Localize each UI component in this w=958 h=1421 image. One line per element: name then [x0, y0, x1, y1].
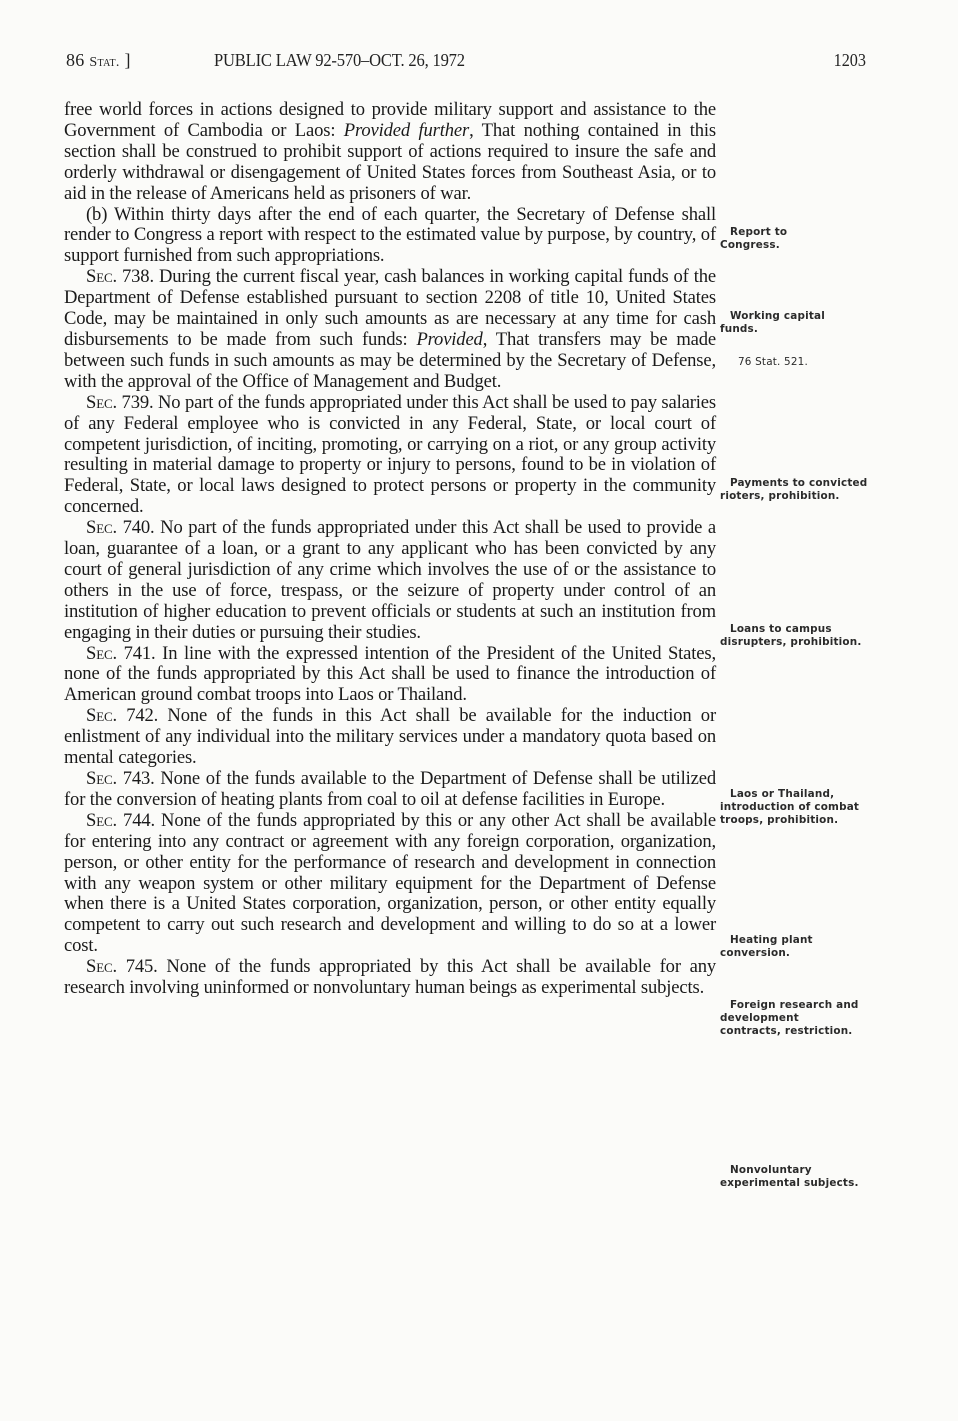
text-segment: No part of the funds appropriated under this Act shall be used to provide a loan, guarantee of a loan, or a grant to any applicant who has been convicted by any court of general jurisdiction of any crime which involves the use of or the assistance to others in the use of force, trespass, or the seizure of property under control of an institution of higher education to prevent officials or students at such an institution from engaging in their duties or pursuing their studies.: [64, 517, 716, 643]
text-segment: , That nothing contained in this section shall be construed to prohibit support of actions required to insure the safe and orderly withdrawal or disengagement of United States forces from Southeast Asia, or to aid in the release of Americans held as prisoners of war.: [64, 119, 716, 204]
section-label: Sec. 738.: [86, 266, 154, 288]
margin-note-heating-plant: Heating plant conversion.: [720, 934, 813, 959]
body-text: [64, 100, 716, 999]
section-label: Sec. 744.: [86, 809, 155, 831]
section-label: Sec. 742.: [86, 705, 159, 727]
section-739: [64, 393, 716, 518]
text-segment: None of the funds in this Act shall be available for the induction or enlistment of any individual into the military services under a mandatory quota based on mental categories.: [64, 705, 716, 769]
section-742: [64, 706, 716, 769]
margin-note-nonvoluntary-subjects: Nonvoluntary experimental subjects.: [720, 1164, 859, 1189]
margin-note-payments-rioters: Payments to convicted rioters, prohibition.: [720, 477, 868, 502]
section-label: Sec. 741.: [86, 642, 156, 664]
section-label: Sec. 740.: [86, 517, 155, 539]
text-segment: None of the funds appropriated by this Act shall be available for any research involving uninformed or nonvoluntary human beings as experimental subjects.: [64, 956, 716, 999]
section-743: [64, 769, 716, 811]
section-744: [64, 811, 716, 957]
text-segment: During the current fiscal year, cash balances in working capital funds of the Department of Defense established pursuant to section 2208 of title 10, United States Code, may be maintained in only such amounts as are necessary at any time for cash disbursements to be made from such funds:: [64, 266, 716, 350]
text-segment: None of the funds appropriated by this or any other Act shall be available for entering into any contract or agreement with any foreign corporation, organization, person, or other entity for the performance of research and development in connection with any weapon system or other military equipment for the Department of Defense when there is a United States corporation, organization, person, or other entity equally competent to carry out such research and development and willing to do so at a lower cost.: [64, 809, 716, 957]
margin-note-foreign-research: Foreign research and development contracts, restriction.: [720, 999, 859, 1037]
text-segment: None of the funds available to the Department of Defense shall be utilized for the conversion of heating plants from coal to oil at defense facilities in Europe.: [64, 768, 716, 810]
statute-volume: 86 Stat. ]: [66, 50, 131, 70]
section-label: Sec. 739.: [86, 391, 154, 413]
margin-note-stat-citation: 76 Stat. 521.: [738, 356, 808, 368]
running-header: [66, 50, 866, 76]
text-segment: (b) Within thirty days after the end of each quarter, the Secretary of Defense shall render to Congress a report with respect to the estimated value by purpose, by country, of support furnished from such appropriations.: [64, 203, 716, 267]
italic-proviso: Provided: [416, 328, 483, 350]
section-741: [64, 644, 716, 707]
text-segment: free world forces in actions designed to provide military support and assistance to the Government of Cambodia or Laos:: [64, 99, 716, 141]
text-segment: , That transfers may be made between such funds in such amounts as may be determined by the Secretary of Defense, with the approval of the Office of Management and Budget.: [64, 328, 716, 392]
margin-note-loans-campus: Loans to campus disrupters, prohibition.: [720, 623, 862, 648]
margin-note-working-capital-funds: Working capital funds.: [720, 310, 825, 335]
section-label: Sec. 745.: [86, 956, 158, 978]
margin-note-report-to-congress: Report to Congress.: [720, 226, 788, 251]
header-title: PUBLIC LAW 92-570–OCT. 26, 1972: [214, 50, 465, 70]
italic-proviso: Provided further: [343, 119, 470, 141]
page-number: 1203: [833, 50, 866, 70]
section-label: Sec. 743.: [86, 768, 155, 789]
section-745: [64, 957, 716, 999]
section-738: [64, 267, 716, 392]
paragraph-continuation: [64, 100, 716, 205]
margin-note-laos-thailand: Laos or Thailand, introduction of combat troops, prohibition.: [720, 788, 860, 826]
text-segment: No part of the funds appropriated under this Act shall be used to pay salaries of any Federal employee who is convicted in any Federal, State, or local court of competent jurisdiction, of inciting, promoting, or carrying on a riot, or any group activity resulting in material damage to property or injury to persons, found to be in violation of Federal, State, or local laws designed to protect persons or property in the community concerned.: [64, 391, 716, 518]
text-segment: In line with the expressed intention of the President of the United States, none of the funds appropriated by this Act shall be used to finance the introduction of American ground combat troops into Laos or Thailand.: [64, 642, 716, 706]
paragraph-subsection-b: [64, 205, 716, 268]
section-740: [64, 518, 716, 643]
